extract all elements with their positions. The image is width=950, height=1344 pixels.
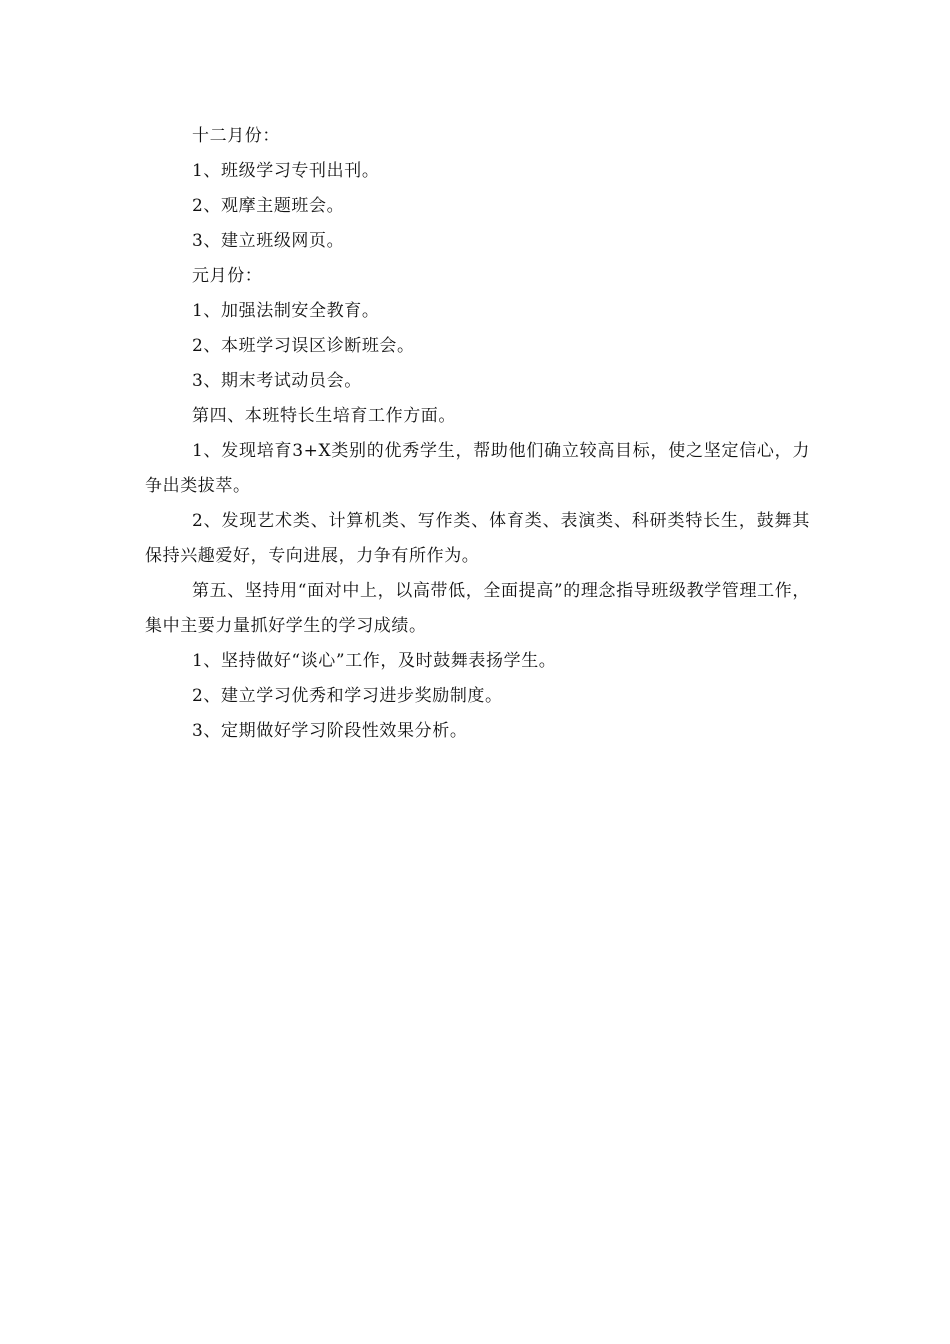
- heading-january: 元月份：: [192, 266, 263, 286]
- list-item: 2、发现艺术类、计算机类、写作类、体育类、表演类、科研类特长生，鼓舞其保持兴趣爱好，专向进展，力争有所作为。: [145, 511, 810, 566]
- list-item: 2、观摩主题班会。: [192, 196, 345, 216]
- section-heading-fourth: 第四、本班特长生培育工作方面。: [192, 406, 456, 426]
- list-item: 2、建立学习优秀和学习进步奖励制度。: [192, 686, 503, 706]
- list-item: 3、建立班级网页。: [192, 231, 345, 251]
- list-item: 3、定期做好学习阶段性效果分析。: [192, 721, 468, 741]
- list-item: 1、班级学习专刊出刊。: [192, 161, 380, 181]
- list-item: 1、坚持做好“谈心”工作，及时鼓舞表扬学生。: [192, 651, 557, 671]
- list-item: 1、发现培育3+X类别的优秀学生，帮助他们确立较高目标，使之坚定信心，力争出类拔萃。: [145, 441, 810, 496]
- list-item: 1、加强法制安全教育。: [192, 301, 380, 321]
- list-item: 2、本班学习误区诊断班会。: [192, 336, 415, 356]
- list-item: 3、期末考试动员会。: [192, 371, 362, 391]
- heading-december: 十二月份：: [192, 126, 280, 146]
- section-paragraph-fifth: 第五、坚持用“面对中上，以高带低，全面提高”的理念指导班级教学管理工作，集中主要力量抓好学生的学习成绩。: [145, 581, 810, 636]
- document-body: [145, 119, 810, 749]
